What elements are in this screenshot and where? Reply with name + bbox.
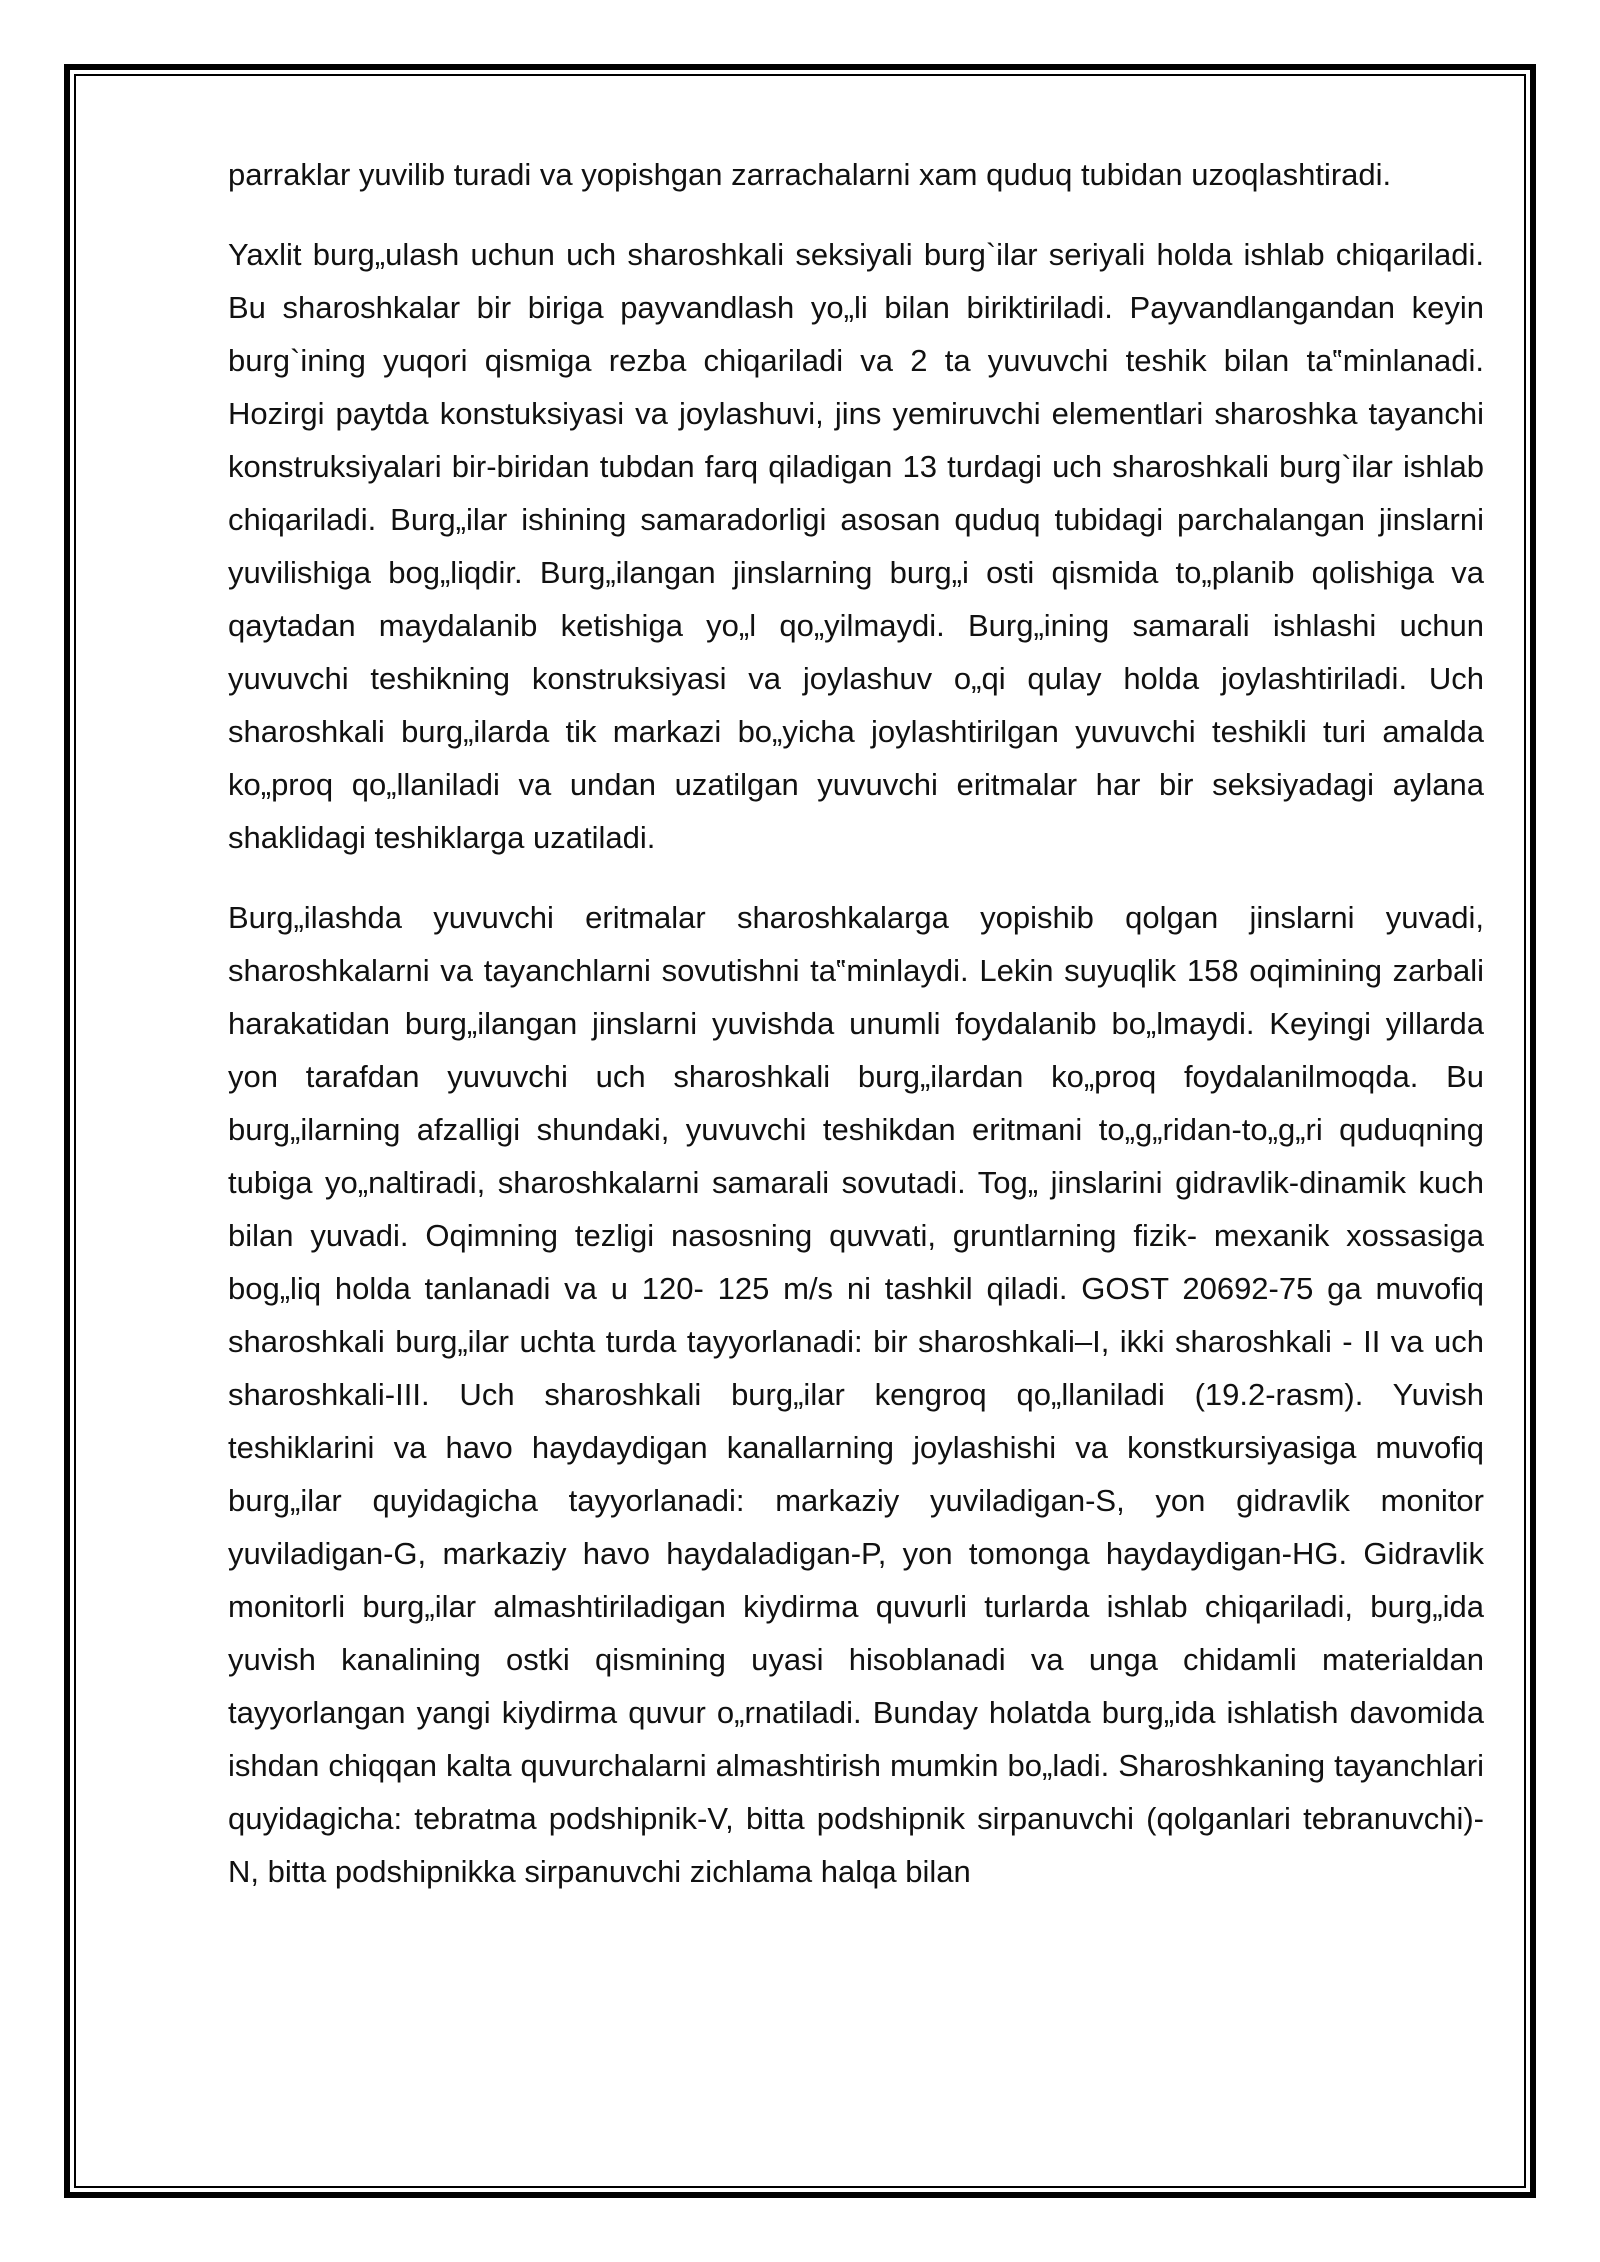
paragraph-2: Yaxlit burg„ulash uchun uch sharoshkali seksiyali burg`ilar seriyali holda ishlab chiqariladi. Bu sharoshkalar bir biriga payvandlash yo„li bilan biriktiriladi. Payvandlangandan keyin burg`ining yuqori qismiga rezba chiqariladi va 2 ta yuvuvchi teshik bilan ta‟minlanadi. Hozirgi paytda konstuksiyasi va joylashuvi, jins yemiruvchi elementlari sharoshka tayanchi konstruksiyalari bir-biridan tubdan farq qiladigan 13 turdagi uch sharoshkali burg`ilar ishlab chiqariladi. Burg„ilar ishining samaradorligi asosan quduq tubidagi parchalangan jinslarni yuvilishiga bog„liqdir. Burg„ilangan jinslarning burg„i osti qismida to„planib qolishiga va qaytadan maydalanib ketishiga yo„l qo„yilmaydi. Burg„ining samarali ishlashi uchun yuvuvchi teshikning konstruksiyasi va joylashuv o„qi qulay holda joylashtiriladi. Uch sharoshkali burg„ilarda tik markazi bo„yicha joylashtirilgan yuvuvchi teshikli turi amalda ko„proq qo„llaniladi va undan uzatilgan yuvuvchi eritmalar har bir seksiyadagi aylana shaklidagi teshiklarga uzatiladi.: [228, 237, 1484, 855]
paragraph-3: Burg„ilashda yuvuvchi eritmalar sharoshkalarga yopishib qolgan jinslarni yuvadi, sharoshkalarni va tayanchlarni sovutishni ta‟minlaydi. Lekin suyuqlik 158 oqimining zarbali harakatidan burg„ilangan jinslarni yuvishda unumli foydalanib bo„lmaydi. Keyingi yillarda yon tarafdan yuvuvchi uch sharoshkali burg„ilardan ko„proq foydalanilmoqda. Bu burg„ilarning afzalligi shundaki, yuvuvchi teshikdan eritmani to„g„ridan-to„g„ri quduqning tubiga yo„naltiradi, sharoshkalarni samarali sovutadi. Tog„ jinslarini gidravlik-dinamik kuch bilan yuvadi. Oqimning tezligi nasosning quvvati, gruntlarning fizik- mexanik xossasiga bog„liq holda tanlanadi va u 120- 125 m/s ni tashkil qiladi. GOST 20692-75 ga muvofiq sharoshkali burg„ilar uchta turda tayyorlanadi: bir sharoshkali–I, ikki sharoshkali - II va uch sharoshkali-III. Uch sharoshkali burg„ilar kengroq qo„llaniladi (19.2-rasm). Yuvish teshiklarini va havo haydaydigan kanallarning joylashishi va konstkursiyasiga muvofiq burg„ilar quyidagicha tayyorlanadi: markaziy yuviladigan-S, yon gidravlik monitor yuviladigan-G, markaziy havo haydaladigan-P, yon tomonga haydaydigan-HG. Gidravlik monitorli burg„ilar almashtiriladigan kiydirma quvurli turlarda ishlab chiqariladi, burg„ida yuvish kanalining ostki qismining uyasi hisoblanadi va unga chidamli materialdan tayyorlangan yangi kiydirma quvur o„rnatiladi. Bunday holatda burg„ida ishlatish davomida ishdan chiqqan kalta quvurchalarni almashtirish mumkin bo„ladi. Sharoshkaning tayanchlari quyidagicha: tebratma podshipnik-V, bitta podshipnik sirpanuvchi (qolganlari tebranuvchi)-N, bitta podshipnikka sirpanuvchi zichlama halqa bilan: [228, 900, 1484, 1889]
document-body: [228, 148, 1484, 1925]
paragraph-1: parraklar yuvilib turadi va yopishgan zarrachalarni xam quduq tubidan uzoqlashtiradi.: [228, 157, 1392, 192]
